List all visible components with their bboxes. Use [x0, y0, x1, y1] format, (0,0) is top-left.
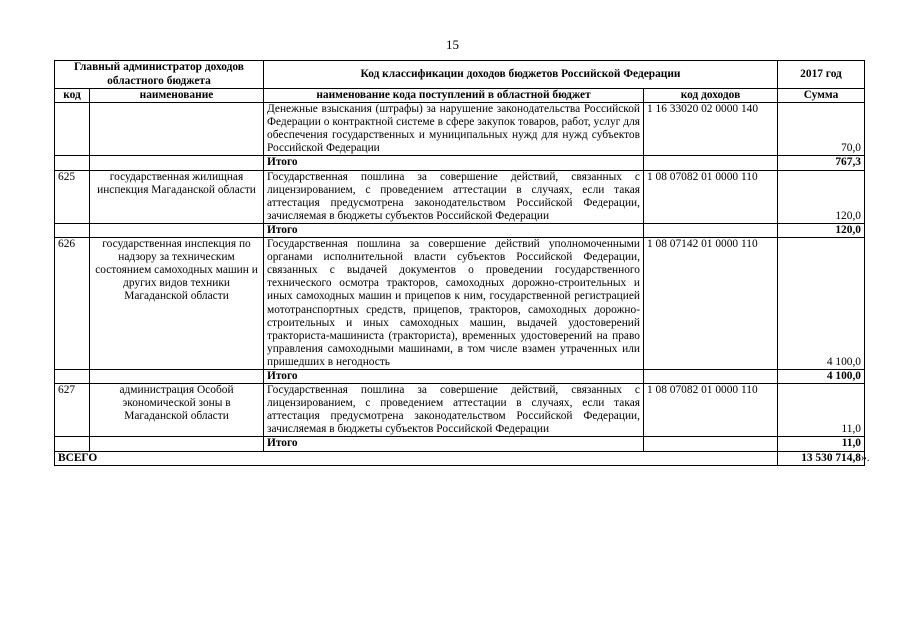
income-code-cell: 1 08 07082 01 0000 110 — [644, 384, 778, 437]
grand-total-label-cell: ВСЕГО — [55, 451, 778, 465]
income-description-cell: Государственная пошлина за совершение действий уполномоченными органами исполнительной власти субъектов Российской Федерации, связанных с выдачей документов о проведении государственного технического осмотра тракторов, самоходных дорожно-строительных и иных самоходных машин и прицепов к ним, государственной регистрацией мототранспортных средств, прицепов, тракторов, самоходных дорожно-строительных и иных самоходных машин, выдачей удостоверений тракториста-машиниста (тракториста), временных удостоверений на право управления самоходными машинами, в том числе взамен утраченных или пришедших в негодность — [264, 238, 644, 370]
admin-code-cell: 627 — [55, 384, 90, 437]
year-header: 2017 год — [778, 61, 865, 89]
total-sum-cell: 11,0 — [778, 437, 865, 451]
income-code-cell: 1 08 07082 01 0000 110 — [644, 170, 778, 223]
admin-name-cell: государственная инспекция по надзору за техническим состоянием самоходных машин и других видов техники Магаданской области — [90, 238, 264, 370]
admin-name-cell — [90, 156, 264, 170]
admin-name-cell: администрация Особой экономической зоны в Магаданской области — [90, 384, 264, 437]
admin-code-cell — [55, 156, 90, 170]
admin-name-cell: государственная жилищная инспекция Магаданской области — [90, 170, 264, 223]
admin-name-cell — [90, 223, 264, 237]
budget-income-table — [54, 60, 865, 466]
grand-total-sum-cell: 13 530 714,8 — [778, 451, 865, 465]
table-row — [55, 103, 865, 156]
income-code-cell: 1 08 07142 01 0000 110 — [644, 238, 778, 370]
admin-code-cell — [55, 223, 90, 237]
table-row — [55, 170, 865, 223]
table-row — [55, 384, 865, 437]
income-code-cell: 1 16 33020 02 0000 140 — [644, 103, 778, 156]
total-row — [55, 223, 865, 237]
grand-total-row — [55, 451, 865, 465]
admin-code-cell — [55, 437, 90, 451]
income-description-cell: Государственная пошлина за совершение действий, связанных с лицензированием, с проведением аттестации в случаях, если такая аттестация предусмотрена законодательством Российской Федерации, зачисляемая в бюджеты субъектов Российской Федерации — [264, 170, 644, 223]
sum-cell: 4 100,0 — [778, 238, 865, 370]
col-sum-header: Сумма — [778, 89, 865, 103]
col-income-code-header: код доходов — [644, 89, 778, 103]
admin-name-cell — [90, 437, 264, 451]
admin-code-cell — [55, 369, 90, 383]
total-row — [55, 369, 865, 383]
income-code-cell — [644, 223, 778, 237]
admin-name-cell — [90, 369, 264, 383]
header-row-bottom — [55, 89, 865, 103]
total-row — [55, 437, 865, 451]
sum-cell: 120,0 — [778, 170, 865, 223]
total-sum-cell: 4 100,0 — [778, 369, 865, 383]
total-label-cell: Итого — [264, 156, 644, 170]
col-name-header: наименование — [90, 89, 264, 103]
income-code-cell — [644, 156, 778, 170]
page-number: 15 — [446, 37, 459, 52]
col-income-name-header: наименование кода поступлений в областной бюджет — [264, 89, 644, 103]
table-row — [55, 238, 865, 370]
sum-cell: 70,0 — [778, 103, 865, 156]
sum-cell: 11,0 — [778, 384, 865, 437]
admin-name-cell — [90, 103, 264, 156]
total-row — [55, 156, 865, 170]
classification-group-header: Код классификации доходов бюджетов Российской Федерации — [264, 61, 778, 89]
income-code-cell — [644, 437, 778, 451]
closing-quote-mark: ». — [861, 452, 870, 465]
col-code-header: код — [55, 89, 90, 103]
total-label-cell: Итого — [264, 223, 644, 237]
income-description-cell: Государственная пошлина за совершение действий, связанных с лицензированием, с проведением аттестации в случаях, если такая аттестация предусмотрена законодательством Российской Федерации, зачисляемая в бюджеты субъектов Российской Федерации — [264, 384, 644, 437]
total-sum-cell: 767,3 — [778, 156, 865, 170]
total-label-cell: Итого — [264, 369, 644, 383]
admin-code-cell: 626 — [55, 238, 90, 370]
table-body — [55, 103, 865, 466]
income-description-cell: Денежные взыскания (штрафы) за нарушение законодательства Российской Федерации о контрактной системе в сфере закупок товаров, работ, услуг для обеспечения государственных и муниципальных нужд для нужд субъектов Российской Федерации — [264, 103, 644, 156]
admin-code-cell: 625 — [55, 170, 90, 223]
admin-code-cell — [55, 103, 90, 156]
income-code-cell — [644, 369, 778, 383]
total-sum-cell: 120,0 — [778, 223, 865, 237]
header-row-top — [55, 61, 865, 89]
admin-group-header: Главный администратор доходов областного бюджета — [55, 61, 264, 89]
total-label-cell: Итого — [264, 437, 644, 451]
